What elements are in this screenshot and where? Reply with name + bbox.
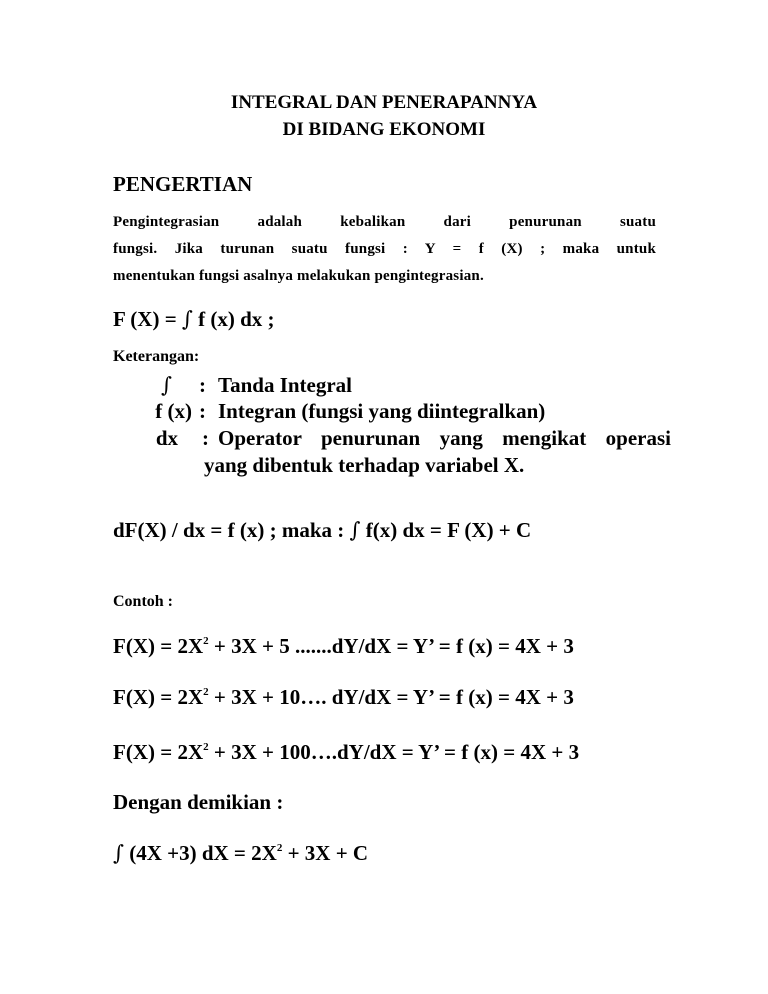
definition-line-1: Pengintegrasian adalah kebalikan dari penurunan suatu bbox=[113, 214, 656, 230]
example-line-2 bbox=[113, 685, 574, 710]
legend-row-integrand bbox=[0, 399, 768, 427]
example-suffix: + 3X + 100….dY/dX = Y’ = f (x) = 4X + 3 bbox=[208, 740, 580, 764]
example-line-1 bbox=[113, 634, 574, 659]
integral-symbol: ∫ bbox=[113, 841, 124, 865]
example-exponent: 2 bbox=[203, 635, 209, 647]
conclusion-exponent: 2 bbox=[276, 842, 283, 854]
example-prefix: F(X) = 2X bbox=[113, 740, 204, 764]
legend-description-continuation: yang dibentuk terhadap variabel X. bbox=[204, 453, 525, 477]
definition-line-2: fungsi. Jika turunan suatu fungsi : Y = f (X) ; maka untuk bbox=[113, 241, 656, 257]
derivative-formula-right: f(x) dx = F (X) + C bbox=[365, 518, 532, 542]
main-formula-rhs: f (x) dx ; bbox=[198, 307, 275, 331]
legend-row-dx bbox=[0, 426, 768, 454]
keterangan-label: Keterangan: bbox=[113, 348, 200, 365]
title-line-1: INTEGRAL DAN PENERAPANNYA bbox=[230, 92, 538, 113]
legend-colon: : bbox=[199, 373, 206, 397]
example-suffix: + 3X + 10…. dY/dX = Y’ = f (x) = 4X + 3 bbox=[208, 685, 574, 709]
conclusion-label: Dengan demikian : bbox=[113, 790, 284, 814]
definition-paragraph bbox=[113, 209, 656, 290]
integral-symbol: ∫ bbox=[181, 307, 193, 331]
example-exponent: 2 bbox=[203, 741, 209, 753]
legend-row-integral bbox=[0, 373, 768, 401]
legend-symbol-dx: dx bbox=[155, 426, 178, 450]
legend-symbol-integral: ∫ bbox=[161, 373, 172, 397]
definition-line-3: menentukan fungsi asalnya melakukan pengintegrasian. bbox=[113, 268, 484, 284]
title-line-2: DI BIDANG EKONOMI bbox=[282, 119, 486, 140]
example-exponent: 2 bbox=[203, 686, 209, 698]
example-suffix: + 3X + 5 .......dY/dX = Y’ = f (x) = 4X + 3 bbox=[208, 634, 574, 658]
main-formula bbox=[113, 307, 275, 332]
section-heading: PENGERTIAN bbox=[113, 172, 253, 196]
legend-symbol-fx: f (x) bbox=[155, 399, 192, 423]
example-line-3 bbox=[113, 740, 579, 765]
contoh-label: Contoh : bbox=[113, 593, 174, 610]
conclusion-body: (4X +3) dX = 2X bbox=[123, 841, 277, 865]
example-prefix: F(X) = 2X bbox=[113, 634, 204, 658]
conclusion-tail: + 3X + C bbox=[282, 841, 369, 865]
legend-colon: : bbox=[202, 426, 209, 450]
legend-description: Operator penurunan yang mengikat operasi bbox=[218, 426, 671, 450]
legend-description: Tanda Integral bbox=[218, 373, 353, 397]
derivative-formula bbox=[113, 518, 531, 543]
main-formula-lhs: F (X) = bbox=[113, 307, 177, 331]
legend-colon: : bbox=[199, 399, 206, 423]
conclusion-formula bbox=[113, 841, 368, 866]
derivative-formula-left: dF(X) / dx = f (x) ; maka : bbox=[113, 518, 345, 542]
integral-symbol: ∫ bbox=[349, 518, 361, 542]
example-prefix: F(X) = 2X bbox=[113, 685, 204, 709]
legend-description: Integran (fungsi yang diintegralkan) bbox=[218, 399, 546, 423]
